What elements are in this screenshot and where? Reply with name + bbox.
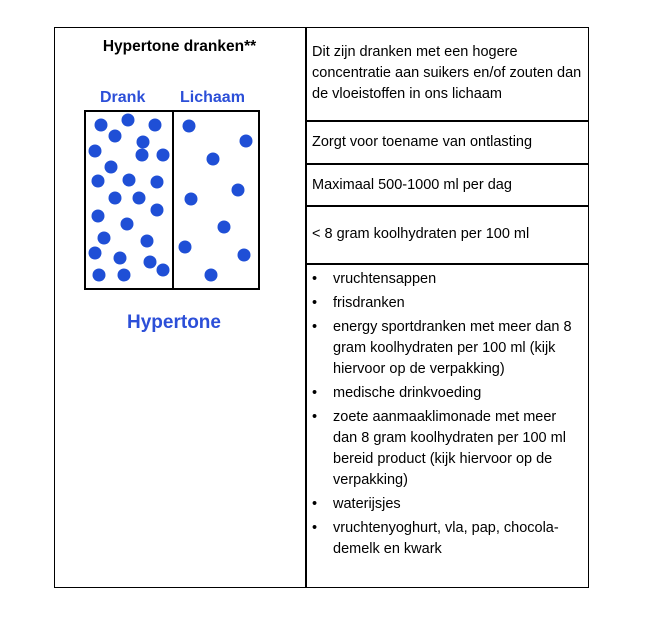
row-divider: [305, 263, 589, 265]
max-amount-text: Maximaal 500-1000 ml per dag: [312, 177, 512, 193]
row-divider: [305, 120, 589, 122]
figure-label-drank: Drank: [100, 89, 146, 106]
list-item: • medische drinkvoeding: [312, 383, 584, 404]
page-title: Hypertone dranken**: [102, 38, 257, 55]
list-item: • energy sportdranken met meer dan 8 gram koolhydraten per 100 ml (kijk hiervoor op de verpakking): [312, 317, 584, 380]
list-item: • waterijsjes: [312, 494, 584, 515]
definition-text: Dit zijn dranken met een hogere concentratie aan suikers en/of zouten dan de vloeistoffen in ons lichaam: [312, 44, 582, 102]
examples-list: [312, 269, 584, 563]
figure-caption: Hypertone: [127, 312, 221, 333]
carbs-text: < 8 gram koolhydraten per 100 ml: [312, 226, 530, 242]
column-divider: [305, 27, 307, 588]
hypertonic-diagram: [84, 110, 264, 292]
row-divider: [305, 205, 589, 207]
effect-text: Zorgt voor toename van ontlasting: [312, 134, 533, 150]
list-item: • zoete aanmaaklimonade met meer dan 8 gram koolhydraten per 100 ml bereid product (kijk hiervoor op de verpakking): [312, 407, 584, 491]
row-divider: [305, 163, 589, 165]
figure-label-lichaam: Lichaam: [180, 89, 245, 106]
list-item: • frisdranken: [312, 293, 584, 314]
list-item: • vruchtenyoghurt, vla, pap, chocola-demelk en kwark: [312, 518, 584, 560]
list-item: • vruchtensappen: [312, 269, 584, 290]
